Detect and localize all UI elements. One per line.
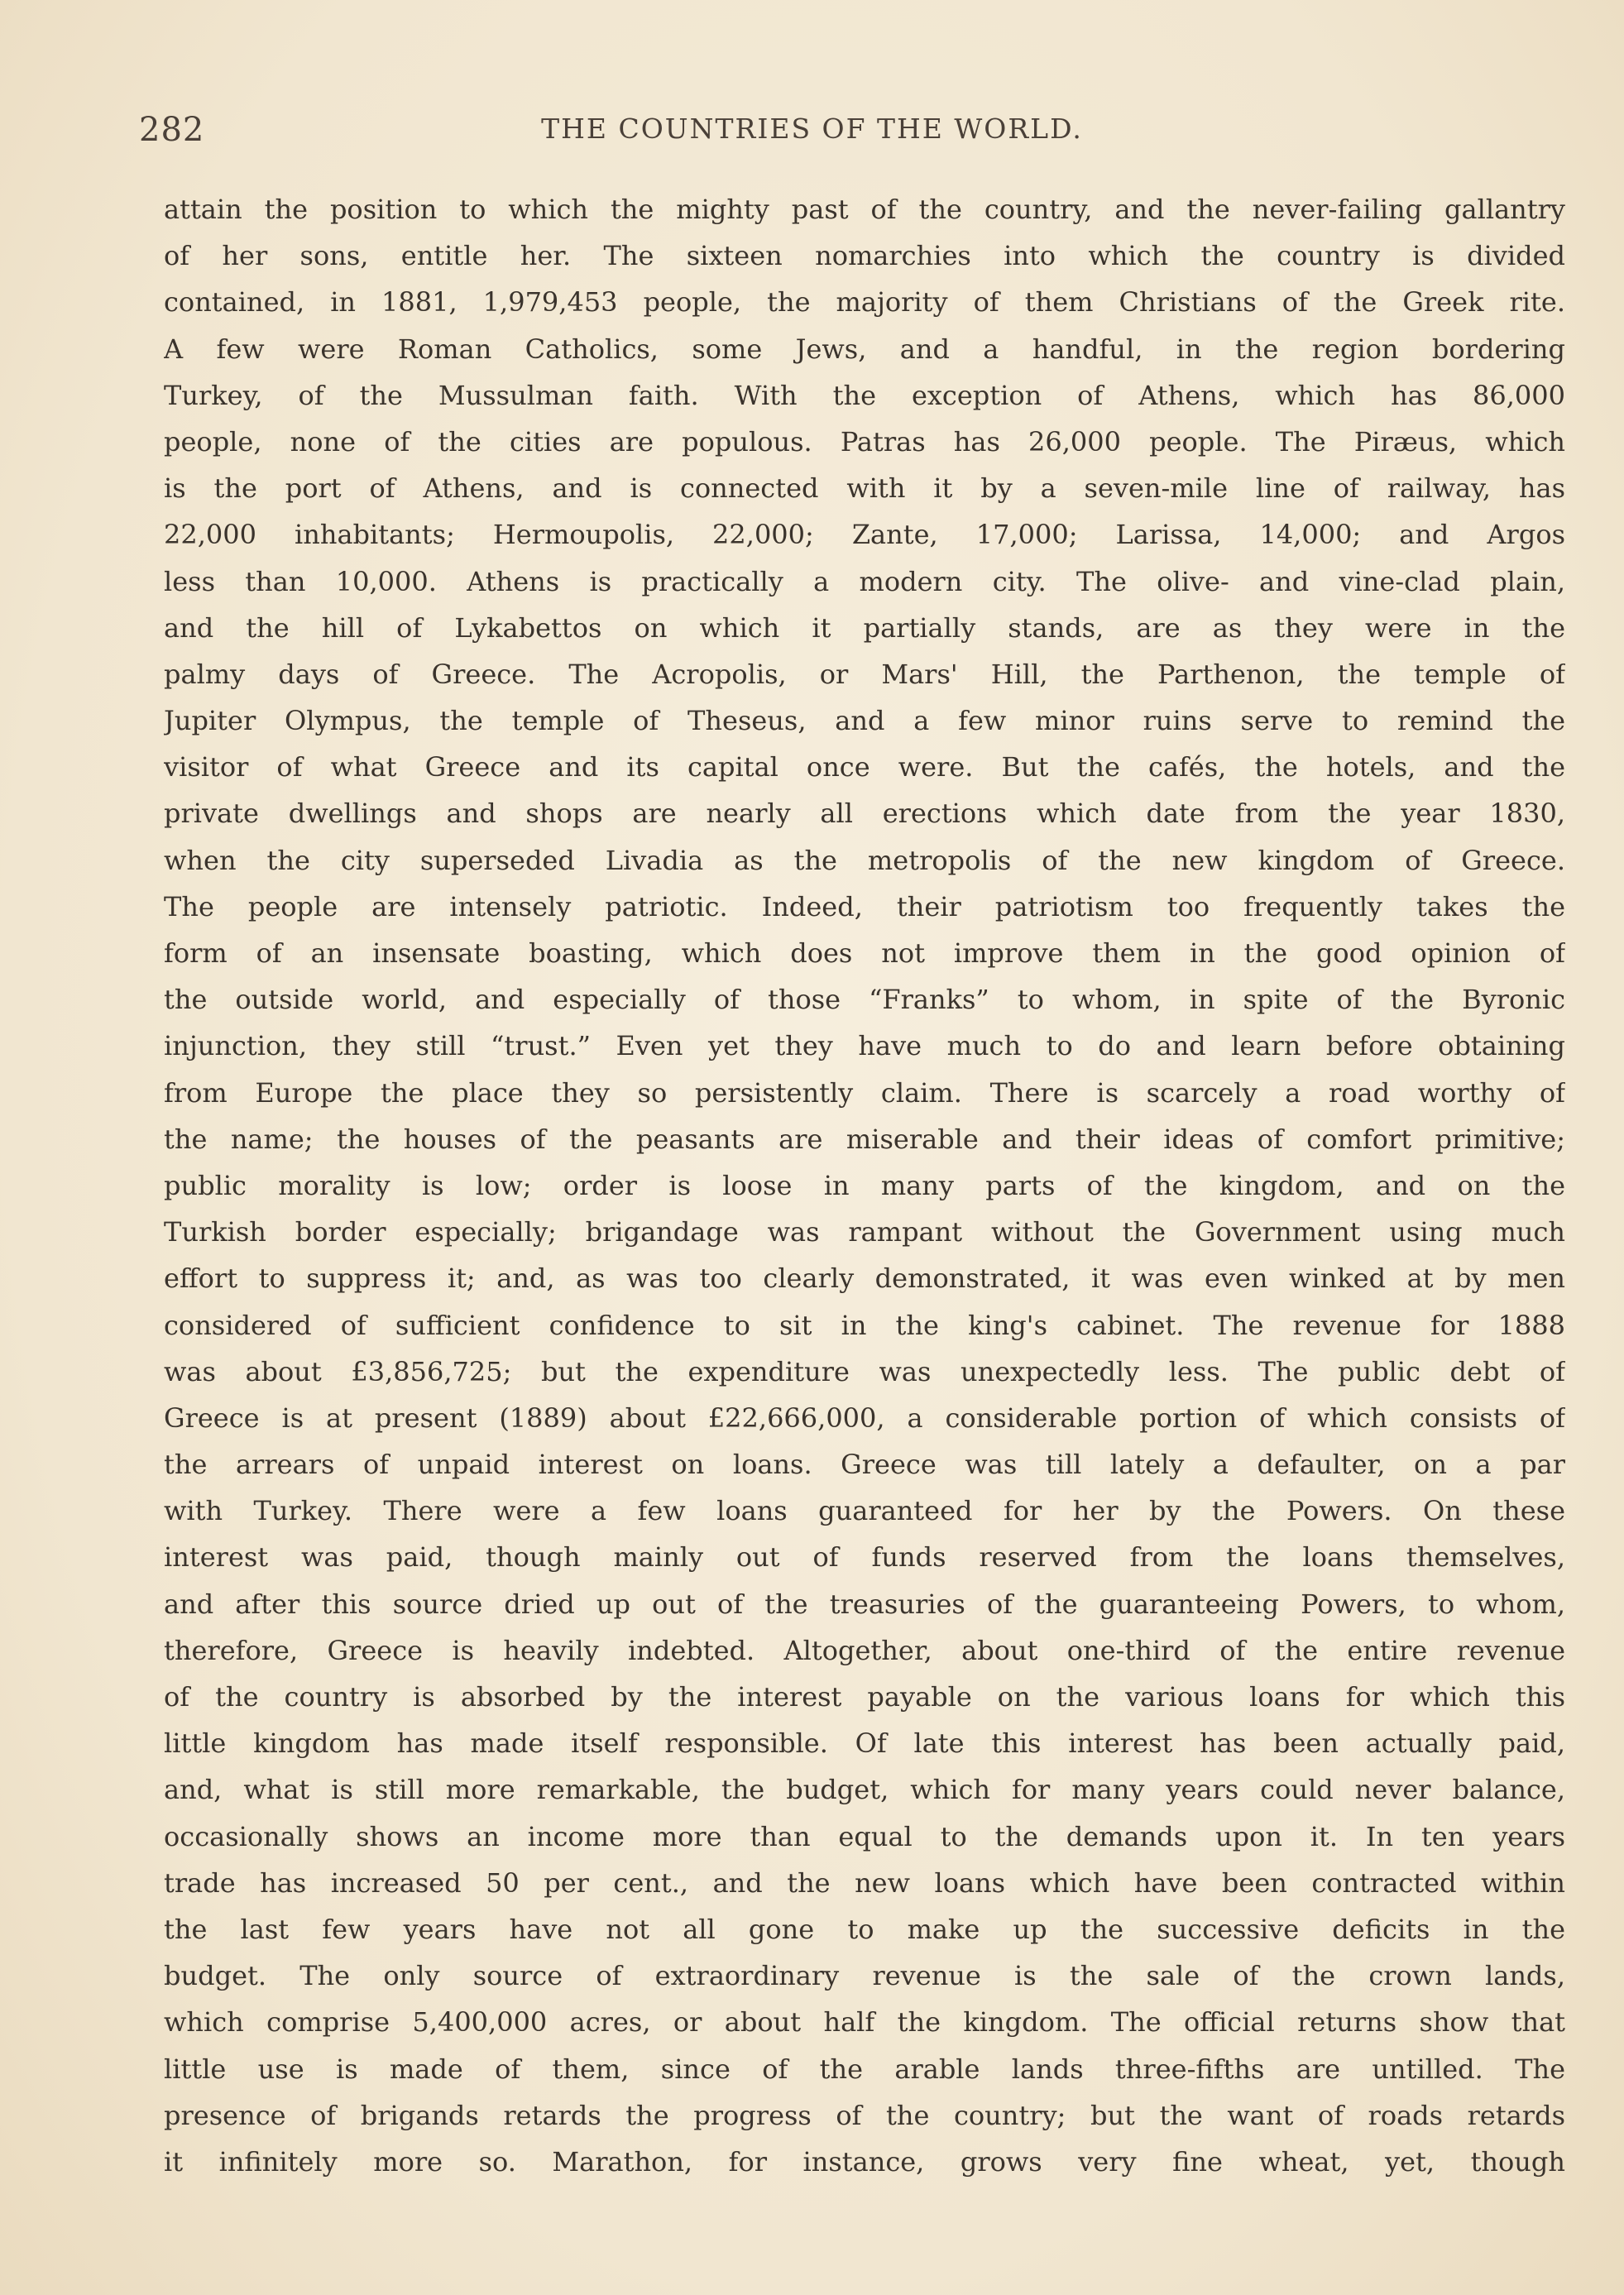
text-line: the arrears of unpaid interest on loans. Greece was till lately a defaulter, on a par — [164, 1449, 1565, 1481]
text-line: The people are intensely patriotic. Indeed, their patriotism too frequently takes the — [164, 890, 1565, 922]
text-line: and the hill of Lykabettos on which it partially stands, are as they were in the — [164, 611, 1565, 644]
text-line: Greece is at present (1889) about £22,666,000, a considerable portion of which consists of — [164, 1401, 1565, 1434]
text-line: from Europe the place they so persistently claim. There is scarcely a road worthy of — [164, 1076, 1565, 1109]
text-line: less than 10,000. Athens is practically a modern city. The olive- and vine-clad plain, — [164, 565, 1565, 597]
text-line: is the port of Athens, and is connected with it by a seven-mile line of railway, has — [164, 472, 1565, 505]
text-line: form of an insensate boasting, which does not improve them in the good opinion of — [164, 937, 1565, 969]
text-line: therefore, Greece is heavily indebted. Altogether, about one-third of the entire revenue — [164, 1634, 1565, 1666]
text-line: trade has increased 50 per cent., and the new loans which have been contracted within — [164, 1866, 1565, 1899]
text-line: Turkish border especially; brigandage was rampant without the Government using much — [164, 1216, 1565, 1248]
text-line: A few were Roman Catholics, some Jews, and a handful, in the region bordering — [164, 333, 1565, 365]
text-line: attain the position to which the mighty past of the country, and the never-failing gallantry — [164, 194, 1565, 225]
text-line: with Turkey. There were a few loans guaranteed for her by the Powers. On these — [164, 1495, 1565, 1527]
text-line: private dwellings and shops are nearly all erections which date from the year 1830, — [164, 798, 1565, 830]
text-line: effort to suppress it; and, as was too clearly demonstrated, it was even winked at by men — [164, 1262, 1565, 1295]
text-line: 22,000 inhabitants; Hermoupolis, 22,000; Zante, 17,000; Larissa, 14,000; and Argos — [164, 519, 1565, 551]
text-line: little use is made of them, since of the arable lands three-fifths are untilled. The — [164, 2053, 1565, 2085]
text-line: the last few years have not all gone to make up the successive deficits in the — [164, 1913, 1565, 1945]
text-line: presence of brigands retards the progress of the country; but the want of roads retards — [164, 2099, 1565, 2131]
text-line: when the city superseded Livadia as the metropolis of the new kingdom of Greece. — [164, 844, 1565, 876]
text-line: contained, in 1881, 1,979,453 people, the majority of them Christians of the Greek rite. — [164, 286, 1565, 319]
text-line: of her sons, entitle her. The sixteen nomarchies into which the country is divided — [164, 240, 1565, 272]
text-line: and, what is still more remarkable, the budget, which for many years could never balance, — [164, 1774, 1565, 1806]
text-line: of the country is absorbed by the interest payable on the various loans for which this — [164, 1681, 1565, 1713]
text-line: the outside world, and especially of those “Franks” to whom, in spite of the Byronic — [164, 984, 1565, 1016]
text-line: the name; the houses of the peasants are miserable and their ideas of comfort primitive; — [164, 1123, 1565, 1155]
text-line: visitor of what Greece and its capital once were. But the cafés, the hotels, and the — [164, 751, 1565, 783]
text-line: budget. The only source of extraordinary revenue is the sale of the crown lands, — [164, 1960, 1565, 1992]
text-line: palmy days of Greece. The Acropolis, or Mars' Hill, the Parthenon, the temple of — [164, 658, 1565, 690]
text-line: it infinitely more so. Marathon, for instance, grows very fine wheat, yet, though — [164, 2145, 1565, 2178]
text-line: injunction, they still “trust.” Even yet they have much to do and learn before obtaining — [164, 1030, 1565, 1062]
running-head: THE COUNTRIES OF THE WORLD. — [541, 113, 1083, 145]
text-line: which comprise 5,400,000 acres, or about half the kingdom. The official returns show that — [164, 2006, 1565, 2039]
text-line: occasionally shows an income more than equal to the demands upon it. In ten years — [164, 1820, 1565, 1852]
text-line: Jupiter Olympus, the temple of Theseus, and a few minor ruins serve to remind the — [164, 705, 1565, 737]
text-line: public morality is low; order is loose in many parts of the kingdom, and on the — [164, 1169, 1565, 1201]
text-line: and after this source dried up out of the treasuries of the guaranteeing Powers, to whom, — [164, 1588, 1565, 1620]
page-number: 282 — [139, 111, 205, 149]
body-text — [164, 186, 1565, 2185]
text-line: considered of sufficient confidence to sit in the king's cabinet. The revenue for 1888 — [164, 1309, 1565, 1341]
text-line: little kingdom has made itself responsible. Of late this interest has been actually paid, — [164, 1727, 1565, 1760]
text-line: was about £3,856,725; but the expenditure was unexpectedly less. The public debt of — [164, 1355, 1565, 1387]
text-line: Turkey, of the Mussulman faith. With the exception of Athens, which has 86,000 — [164, 379, 1565, 411]
text-line: people, none of the cities are populous. Patras has 26,000 people. The Piræus, which — [164, 425, 1565, 458]
text-line: interest was paid, though mainly out of funds reserved from the loans themselves, — [164, 1541, 1565, 1574]
